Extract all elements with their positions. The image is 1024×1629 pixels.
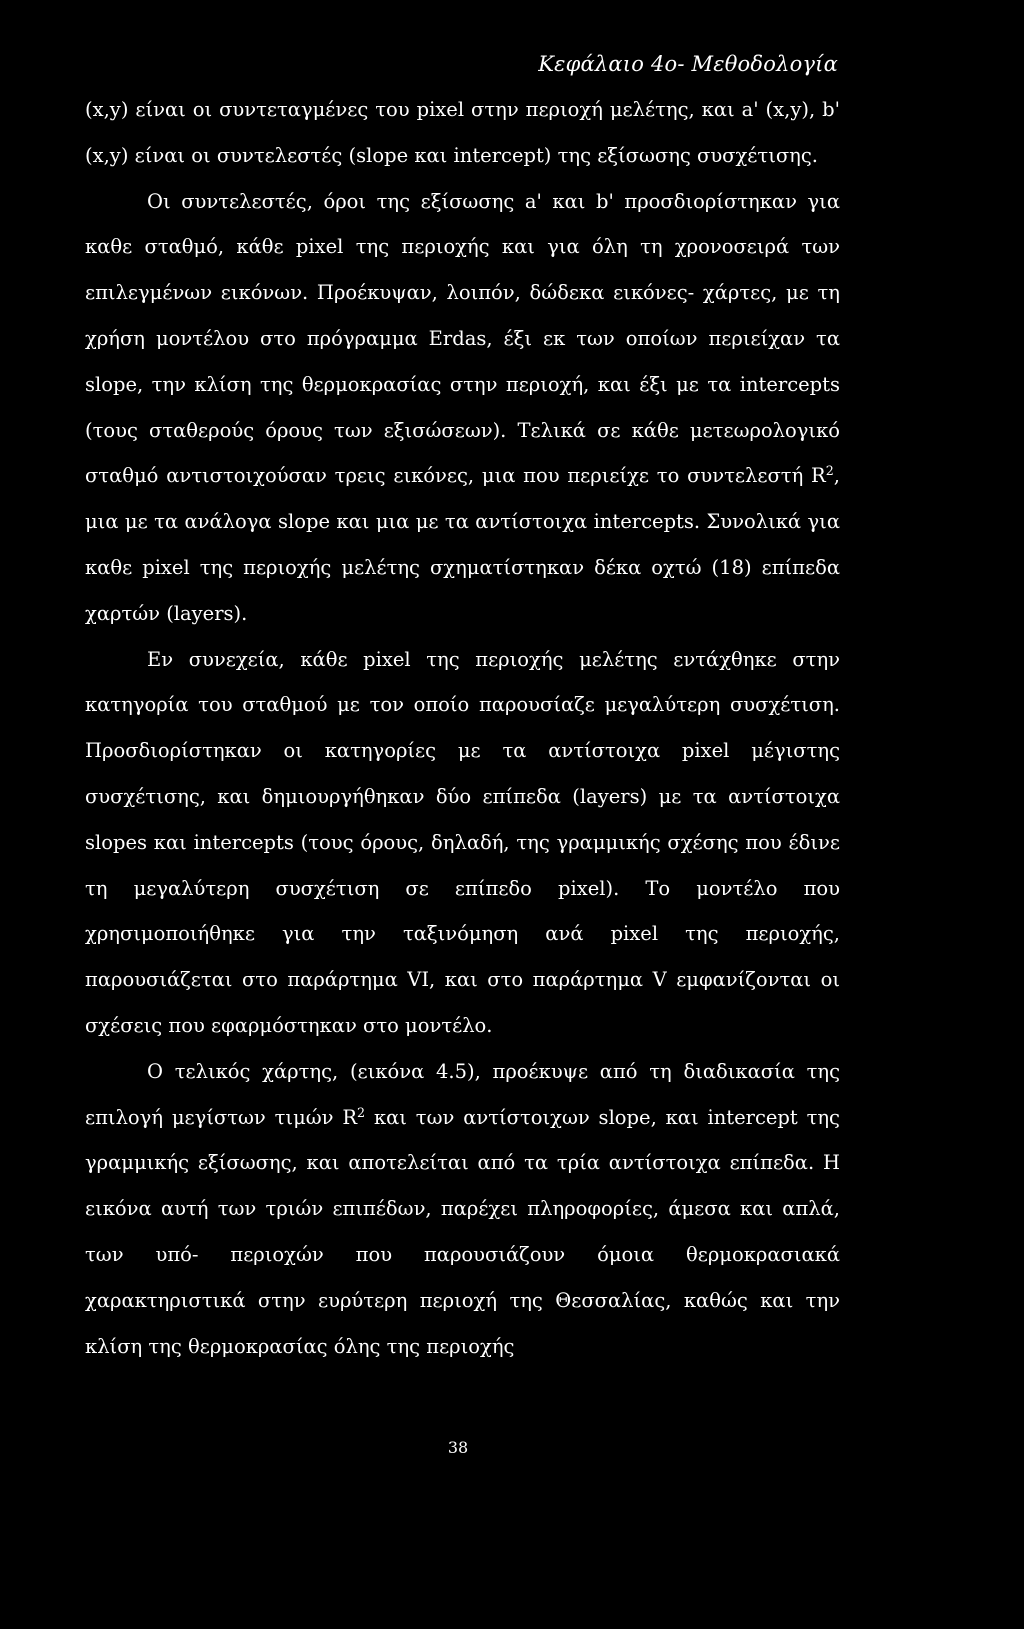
page-number: 38 bbox=[447, 1438, 469, 1457]
paragraph-3-text: Εν συνεχεία, κάθε pixel της περιοχής μελέτης εντάχθηκε στην κατηγορία του σταθμού με τον οποίο παρουσίαζε μεγαλύτερη συσχέτιση. Προσδιορίστηκαν οι κατηγορίες με τα αντίστοιχα pixel μέγιστης συσχέτισης, και δημιουργήθηκαν δύο επίπεδα (layers) με τα αντίστοιχα slopes και intercepts (τους όρους, δηλαδή, της γραμμικής σχέσης που έδινε τη μεγαλύτερη συσχέτιση σε επίπεδο pixel). Το μοντέλο που χρησιμοποιήθηκε για την ταξινόμηση ανά pixel της περιοχής, παρουσιάζεται στο παράρτημα VI, και στο παράρτημα V εμφανίζονται οι σχέσεις που εφαρμόστηκαν στο μοντέλο. bbox=[85, 647, 840, 1037]
paragraph-2 bbox=[85, 179, 840, 637]
paragraph-4-superscript: 2 bbox=[357, 1104, 366, 1120]
chapter-header: Κεφάλαιο 4ο- Μεθοδολογία bbox=[538, 52, 838, 76]
paragraph-4-text-a: Ο τελικός χάρτης, (εικόνα 4.5), προέκυψε από τη διαδικασία της επιλογή μεγίστων τιμών R bbox=[85, 1059, 840, 1129]
paragraph-1-text: (x,y) είναι οι συντεταγμένες του pixel στην περιοχή μελέτης, και a' (x,y), b' (x,y) είναι οι συντελεστές (slope και intercept) της εξίσωσης συσχέτισης. bbox=[85, 98, 840, 167]
paragraph-2-text-a: Οι συντελεστές, όροι της εξίσωσης a' και b' προσδιορίστηκαν για καθε σταθμό, κάθε pixel της περιοχής και για όλη τη χρονοσειρά των επιλεγμένων εικόνων. Προέκυψαν, λοιπόν, δώδεκα εικόνες- χάρτες, με τη χρήση μοντέλου στο πρόγραμμα Erdas, έξι εκ των οποίων περιείχαν τα slope, την κλίση της θερμοκρασίας στην περιοχή, και έξι με τα intercepts (τους σταθερούς όρους των εξισώσεων). Τελικά σε κάθε μετεωρολογικό σταθμό αντιστοιχούσαν τρεις εικόνες, μια που περιείχε το συντελεστή R bbox=[85, 189, 840, 488]
paragraph-3 bbox=[85, 637, 840, 1049]
body-text bbox=[85, 87, 840, 1369]
paragraph-4 bbox=[85, 1049, 840, 1370]
paragraph-1 bbox=[85, 87, 840, 179]
paragraph-4-text-b: και των αντίστοιχων slope, και intercept της γραμμικής εξίσωσης, και αποτελείται από τα τρία αντίστοιχα επίπεδα. Η εικόνα αυτή των τριών επιπέδων, παρέχει πληροφορίες, άμεσα και απλά, των υπό- περιοχών που παρουσιάζουν όμοια θερμοκρασιακά χαρακτηριστικά στην ευρύτερη περιοχή της Θεσσαλίας, καθώς και την κλίση της θερμοκρασίας όλης της περιοχής bbox=[85, 1105, 840, 1358]
paragraph-2-text-b: , μια με τα ανάλογα slope και μια με τα αντίστοιχα intercepts. Συνολικά για καθε pixel της περιοχής μελέτης σχηματίστηκαν δέκα οχτώ (18) επίπεδα χαρτών (layers). bbox=[85, 464, 840, 625]
paragraph-2-superscript: 2 bbox=[825, 463, 834, 479]
